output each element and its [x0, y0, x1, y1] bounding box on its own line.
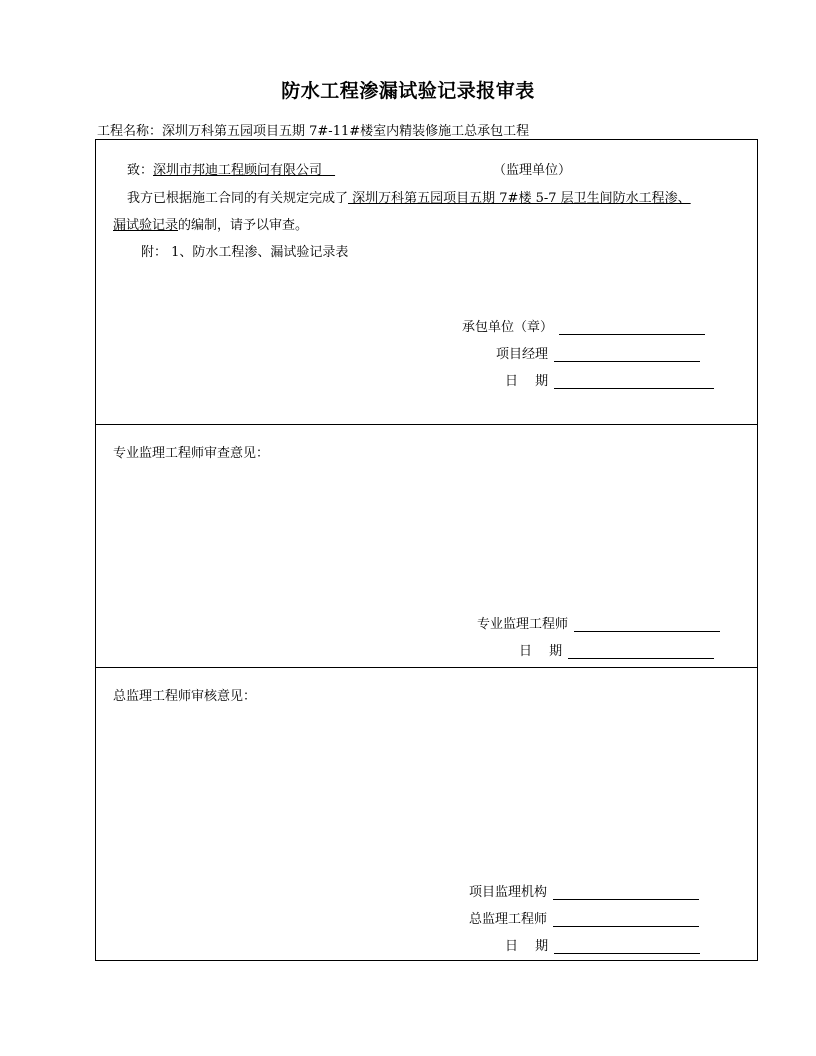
org-sign-row — [469, 881, 699, 900]
org-sign-line[interactable] — [553, 885, 699, 900]
addressee-label: 致： — [127, 163, 154, 178]
section-divider-1 — [96, 424, 757, 425]
contractor-sign-line[interactable] — [559, 320, 705, 335]
project-label: 工程名称： — [97, 124, 163, 139]
date-label-2: 日 期 — [519, 644, 563, 659]
body-prefix: 我方已根据施工合同的有关规定完成了 — [127, 191, 349, 206]
date-sign-line-2[interactable] — [568, 644, 714, 659]
body-underline-1: 深圳万科第五园项目五期 7#楼 5-7 层卫生间防水工程渗、 — [348, 191, 691, 206]
engineer-sign-row — [477, 613, 720, 632]
body-suffix: 的编制，请予以审查。 — [178, 218, 309, 233]
addressee-role: （监理单位） — [493, 163, 572, 178]
engineer-label: 专业监理工程师 — [477, 617, 569, 632]
engineer-sign-line[interactable] — [574, 617, 720, 632]
chief-sign-line[interactable] — [553, 912, 699, 927]
section-divider-2 — [96, 667, 757, 668]
chief-sign-row — [469, 908, 699, 927]
body-line-2 — [113, 214, 308, 233]
addressee-line — [127, 159, 335, 178]
date-sign-line-3[interactable] — [554, 939, 700, 954]
date-sign-row-3 — [505, 935, 700, 954]
date-sign-row-2 — [519, 640, 714, 659]
project-name: 深圳万科第五园项目五期 7#-11#楼室内精装修施工总承包工程 — [162, 124, 530, 139]
attachment-line: 附： 1、防水工程渗、漏试验记录表 — [141, 245, 349, 260]
date-label-1: 日 期 — [505, 374, 549, 389]
page-title: 防水工程渗漏试验记录报审表 — [281, 80, 535, 102]
addressee-name: 深圳市邦迪工程顾问有限公司 — [153, 163, 323, 178]
org-label: 项目监理机构 — [469, 885, 548, 900]
body-underline-2: 漏试验记录 — [113, 218, 179, 233]
approval-form-table — [95, 139, 758, 961]
contractor-sign-row — [462, 316, 705, 335]
chief-review-heading: 总监理工程师审核意见： — [113, 689, 257, 704]
contractor-label: 承包单位（章） — [462, 320, 554, 335]
body-line-1 — [127, 187, 691, 206]
date-sign-line-1[interactable] — [554, 374, 714, 389]
manager-sign-line[interactable] — [554, 347, 700, 362]
manager-sign-row — [496, 343, 700, 362]
project-name-line — [97, 120, 529, 139]
date-sign-row-1 — [505, 370, 714, 389]
chief-label: 总监理工程师 — [469, 912, 548, 927]
engineer-review-heading: 专业监理工程师审查意见： — [113, 446, 270, 461]
manager-label: 项目经理 — [496, 347, 549, 362]
date-label-3: 日 期 — [505, 939, 549, 954]
